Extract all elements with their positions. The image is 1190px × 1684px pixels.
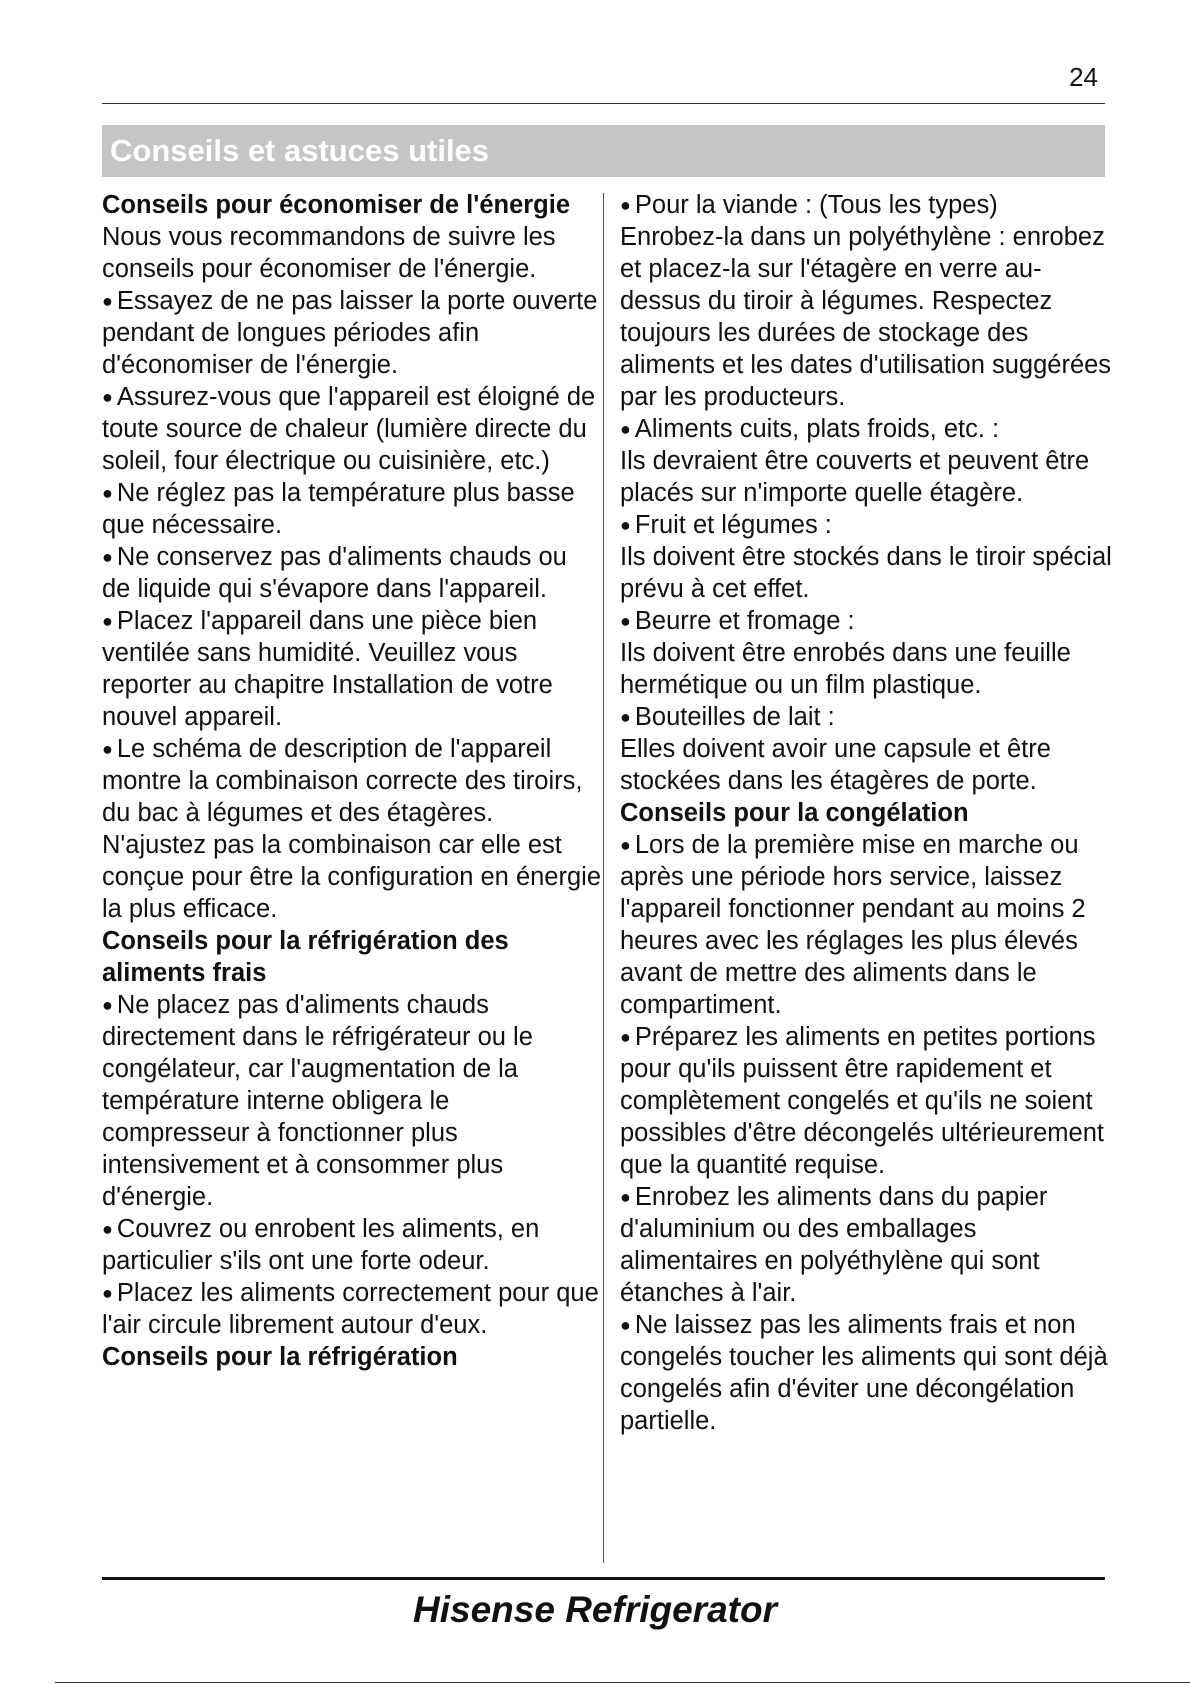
butter-text: Ils doivent être enrobés dans une feuille hermétique ou un film plastique. <box>620 639 1071 699</box>
heading-freezing: Conseils pour la congélation <box>620 799 969 827</box>
footer-line <box>55 1682 1190 1683</box>
freeze-tip-portions: ● Préparez les aliments en petites portions pour qu'ils puissent être rapidement et complètement congelés et qu'ils ne soient possibles d'être décongelés ultérieurement que la quantité requise. <box>620 1021 1115 1181</box>
energy-tip-temperature: ● Ne réglez pas la température plus basse que nécessaire. <box>102 477 602 541</box>
fresh-tip-hot-food: ● Ne placez pas d'aliments chauds directement dans le réfrigérateur ou le congélateur, car l'augmentation de la température interne obligera le compresseur à fonctionner plus intensivement et à consommer plus d'énergie. <box>102 989 602 1213</box>
freeze-tip-startup: ● Lors de la première mise en marche ou après une période hors service, laissez l'appareil fonctionner pendant au moins 2 heures avec les réglages les plus élevés avant de mettre des aliments dans le compartiment. <box>620 829 1115 1021</box>
left-column <box>102 189 602 1373</box>
cooked-text: Ils devraient être couverts et peuvent être placés sur n'importe quelle étagère. <box>620 447 1090 507</box>
meat-title: ● Pour la viande : (Tous les types) <box>620 189 1115 221</box>
footer-brand: Hisense Refrigerator <box>413 1589 777 1630</box>
heading-energy: Conseils pour économiser de l'énergie <box>102 191 571 219</box>
section-header <box>102 125 1105 177</box>
milk-text: Elles doivent avoir une capsule et être stockées dans les étagères de porte. <box>620 735 1051 795</box>
bottom-divider <box>102 1577 1105 1580</box>
fresh-tip-cover: ● Couvrez ou enrobent les aliments, en particulier s'ils ont une forte odeur. <box>102 1213 602 1277</box>
section-title: Conseils et astuces utiles <box>110 133 490 168</box>
column-divider <box>603 193 604 1563</box>
milk-title: ● Bouteilles de lait : <box>620 701 1115 733</box>
fresh-tip-air: ● Placez les aliments correctement pour que l'air circule librement autour d'eux. <box>102 1277 602 1341</box>
cooked-title: ● Aliments cuits, plats froids, etc. : <box>620 413 1115 445</box>
intro-paragraph: Nous vous recommandons de suivre les conseils pour économiser de l'énergie. <box>102 223 556 283</box>
right-column <box>620 189 1115 1437</box>
fruit-text: Ils doivent être stockés dans le tiroir spécial prévu à cet effet. <box>620 543 1112 603</box>
fruit-title: ● Fruit et légumes : <box>620 509 1115 541</box>
meat-text: Enrobez-la dans un polyéthylène : enrobez et placez-la sur l'étagère en verre au-dessus du tiroir à légumes. Respectez toujours les durées de stockage des aliments et les dates d'utilisation suggérées par les producteurs. <box>620 223 1112 411</box>
page-number: 24 <box>1069 62 1098 92</box>
butter-title: ● Beurre et fromage : <box>620 605 1115 637</box>
heading-refrigeration: Conseils pour la réfrigération <box>102 1343 458 1371</box>
freeze-tip-wrap: ● Enrobez les aliments dans du papier d'aluminium ou des emballages alimentaires en polyéthylène qui sont étanches à l'air. <box>620 1181 1115 1309</box>
top-divider <box>102 103 1105 104</box>
energy-tip-heat-source: ● Assurez-vous que l'appareil est éloigné de toute source de chaleur (lumière directe du soleil, four électrique ou cuisinière, etc.) <box>102 381 602 477</box>
energy-tip-drawers: ● Le schéma de description de l'appareil montre la combinaison correcte des tiroirs, du bac à légumes et des étagères. N'ajustez pas la combinaison car elle est conçue pour être la configuration en énergie la plus efficace. <box>102 733 602 925</box>
energy-tip-door: ● Essayez de ne pas laisser la porte ouverte pendant de longues périodes afin d'économiser de l'énergie. <box>102 285 602 381</box>
energy-tip-hot-food: ● Ne conservez pas d'aliments chauds ou de liquide qui s'évapore dans l'appareil. <box>102 541 602 605</box>
freeze-tip-separate: ● Ne laissez pas les aliments frais et non congelés toucher les aliments qui sont déjà congelés afin d'éviter une décongélation partielle. <box>620 1309 1115 1437</box>
energy-tip-ventilation: ● Placez l'appareil dans une pièce bien ventilée sans humidité. Veuillez vous reporter au chapitre Installation de votre nouvel appareil. <box>102 605 602 733</box>
heading-fresh-food: Conseils pour la réfrigération des aliments frais <box>102 927 509 987</box>
